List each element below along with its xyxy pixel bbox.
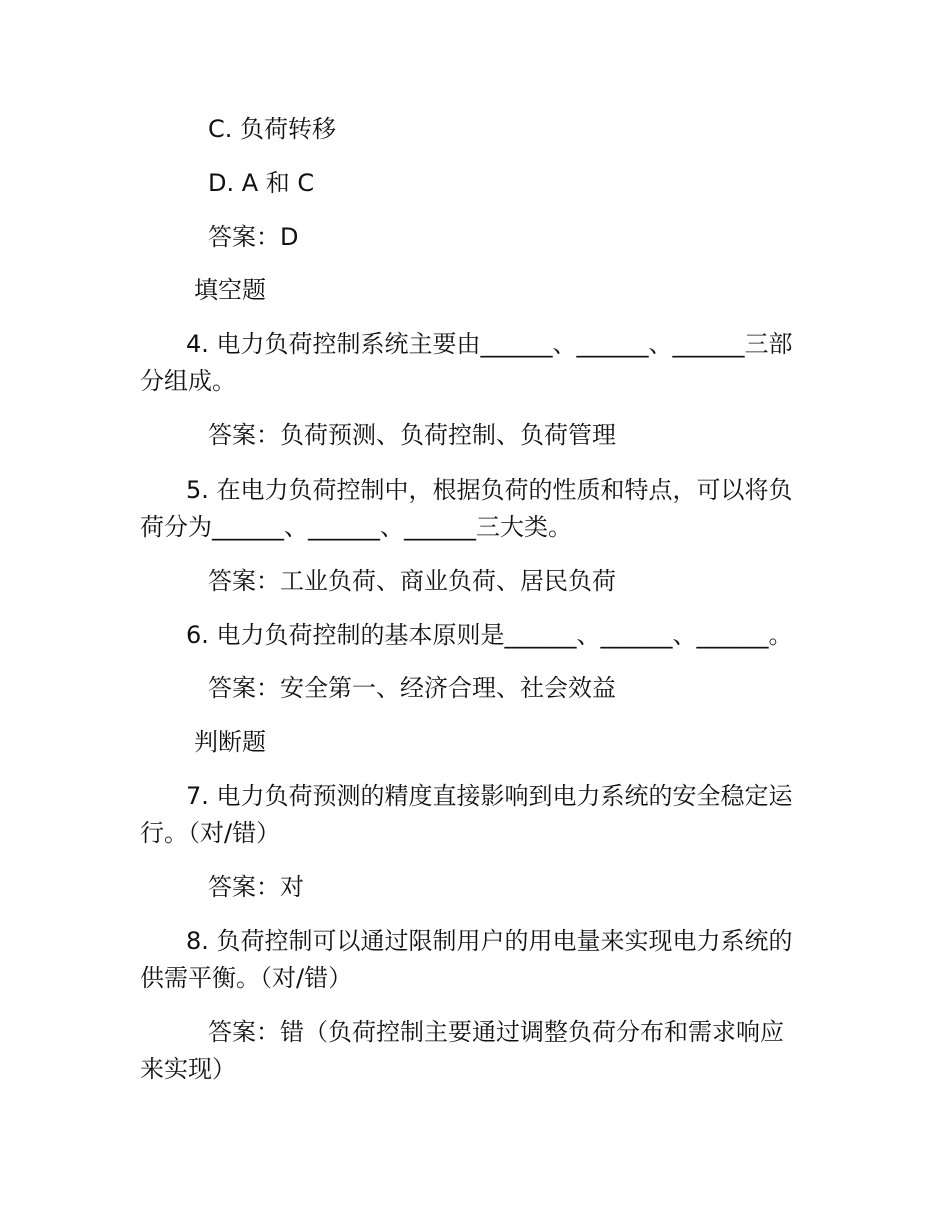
- answer-q8-line-2: 来实现）: [140, 1055, 236, 1083]
- question-8-line-1: 8. 负荷控制可以通过限制用户的用电量来实现电力系统的: [186, 927, 793, 955]
- answer-q8-line-1: 答案：错（负荷控制主要通过调整负荷分布和需求响应: [208, 1018, 784, 1046]
- question-5-line-1: 5. 在电力负荷控制中，根据负荷的性质和特点，可以将负: [186, 476, 793, 504]
- answer-q6: 答案：安全第一、经济合理、社会效益: [208, 674, 616, 702]
- question-4-line-1: 4. 电力负荷控制系统主要由______、______、______三部: [186, 330, 793, 358]
- option-c: C. 负荷转移: [208, 115, 337, 143]
- question-6-line-1: 6. 电力负荷控制的基本原则是______、______、______。: [186, 621, 793, 649]
- answer-q3: 答案：D: [208, 223, 299, 251]
- question-8-line-2: 供需平衡。（对/错）: [140, 964, 353, 992]
- section-heading-true-false: 判断题: [194, 728, 266, 756]
- question-5-line-2: 荷分为______、______、______三大类。: [140, 513, 572, 541]
- section-heading-fill-in: 填空题: [194, 276, 266, 304]
- answer-q7: 答案：对: [208, 873, 304, 901]
- question-7-line-2: 行。（对/错）: [140, 819, 281, 847]
- question-7-line-1: 7. 电力负荷预测的精度直接影响到电力系统的安全稳定运: [186, 782, 793, 810]
- answer-q5: 答案：工业负荷、商业负荷、居民负荷: [208, 567, 616, 595]
- option-d: D. A 和 C: [208, 169, 315, 197]
- question-4-line-2: 分组成。: [140, 367, 236, 395]
- answer-q4: 答案：负荷预测、负荷控制、负荷管理: [208, 421, 616, 449]
